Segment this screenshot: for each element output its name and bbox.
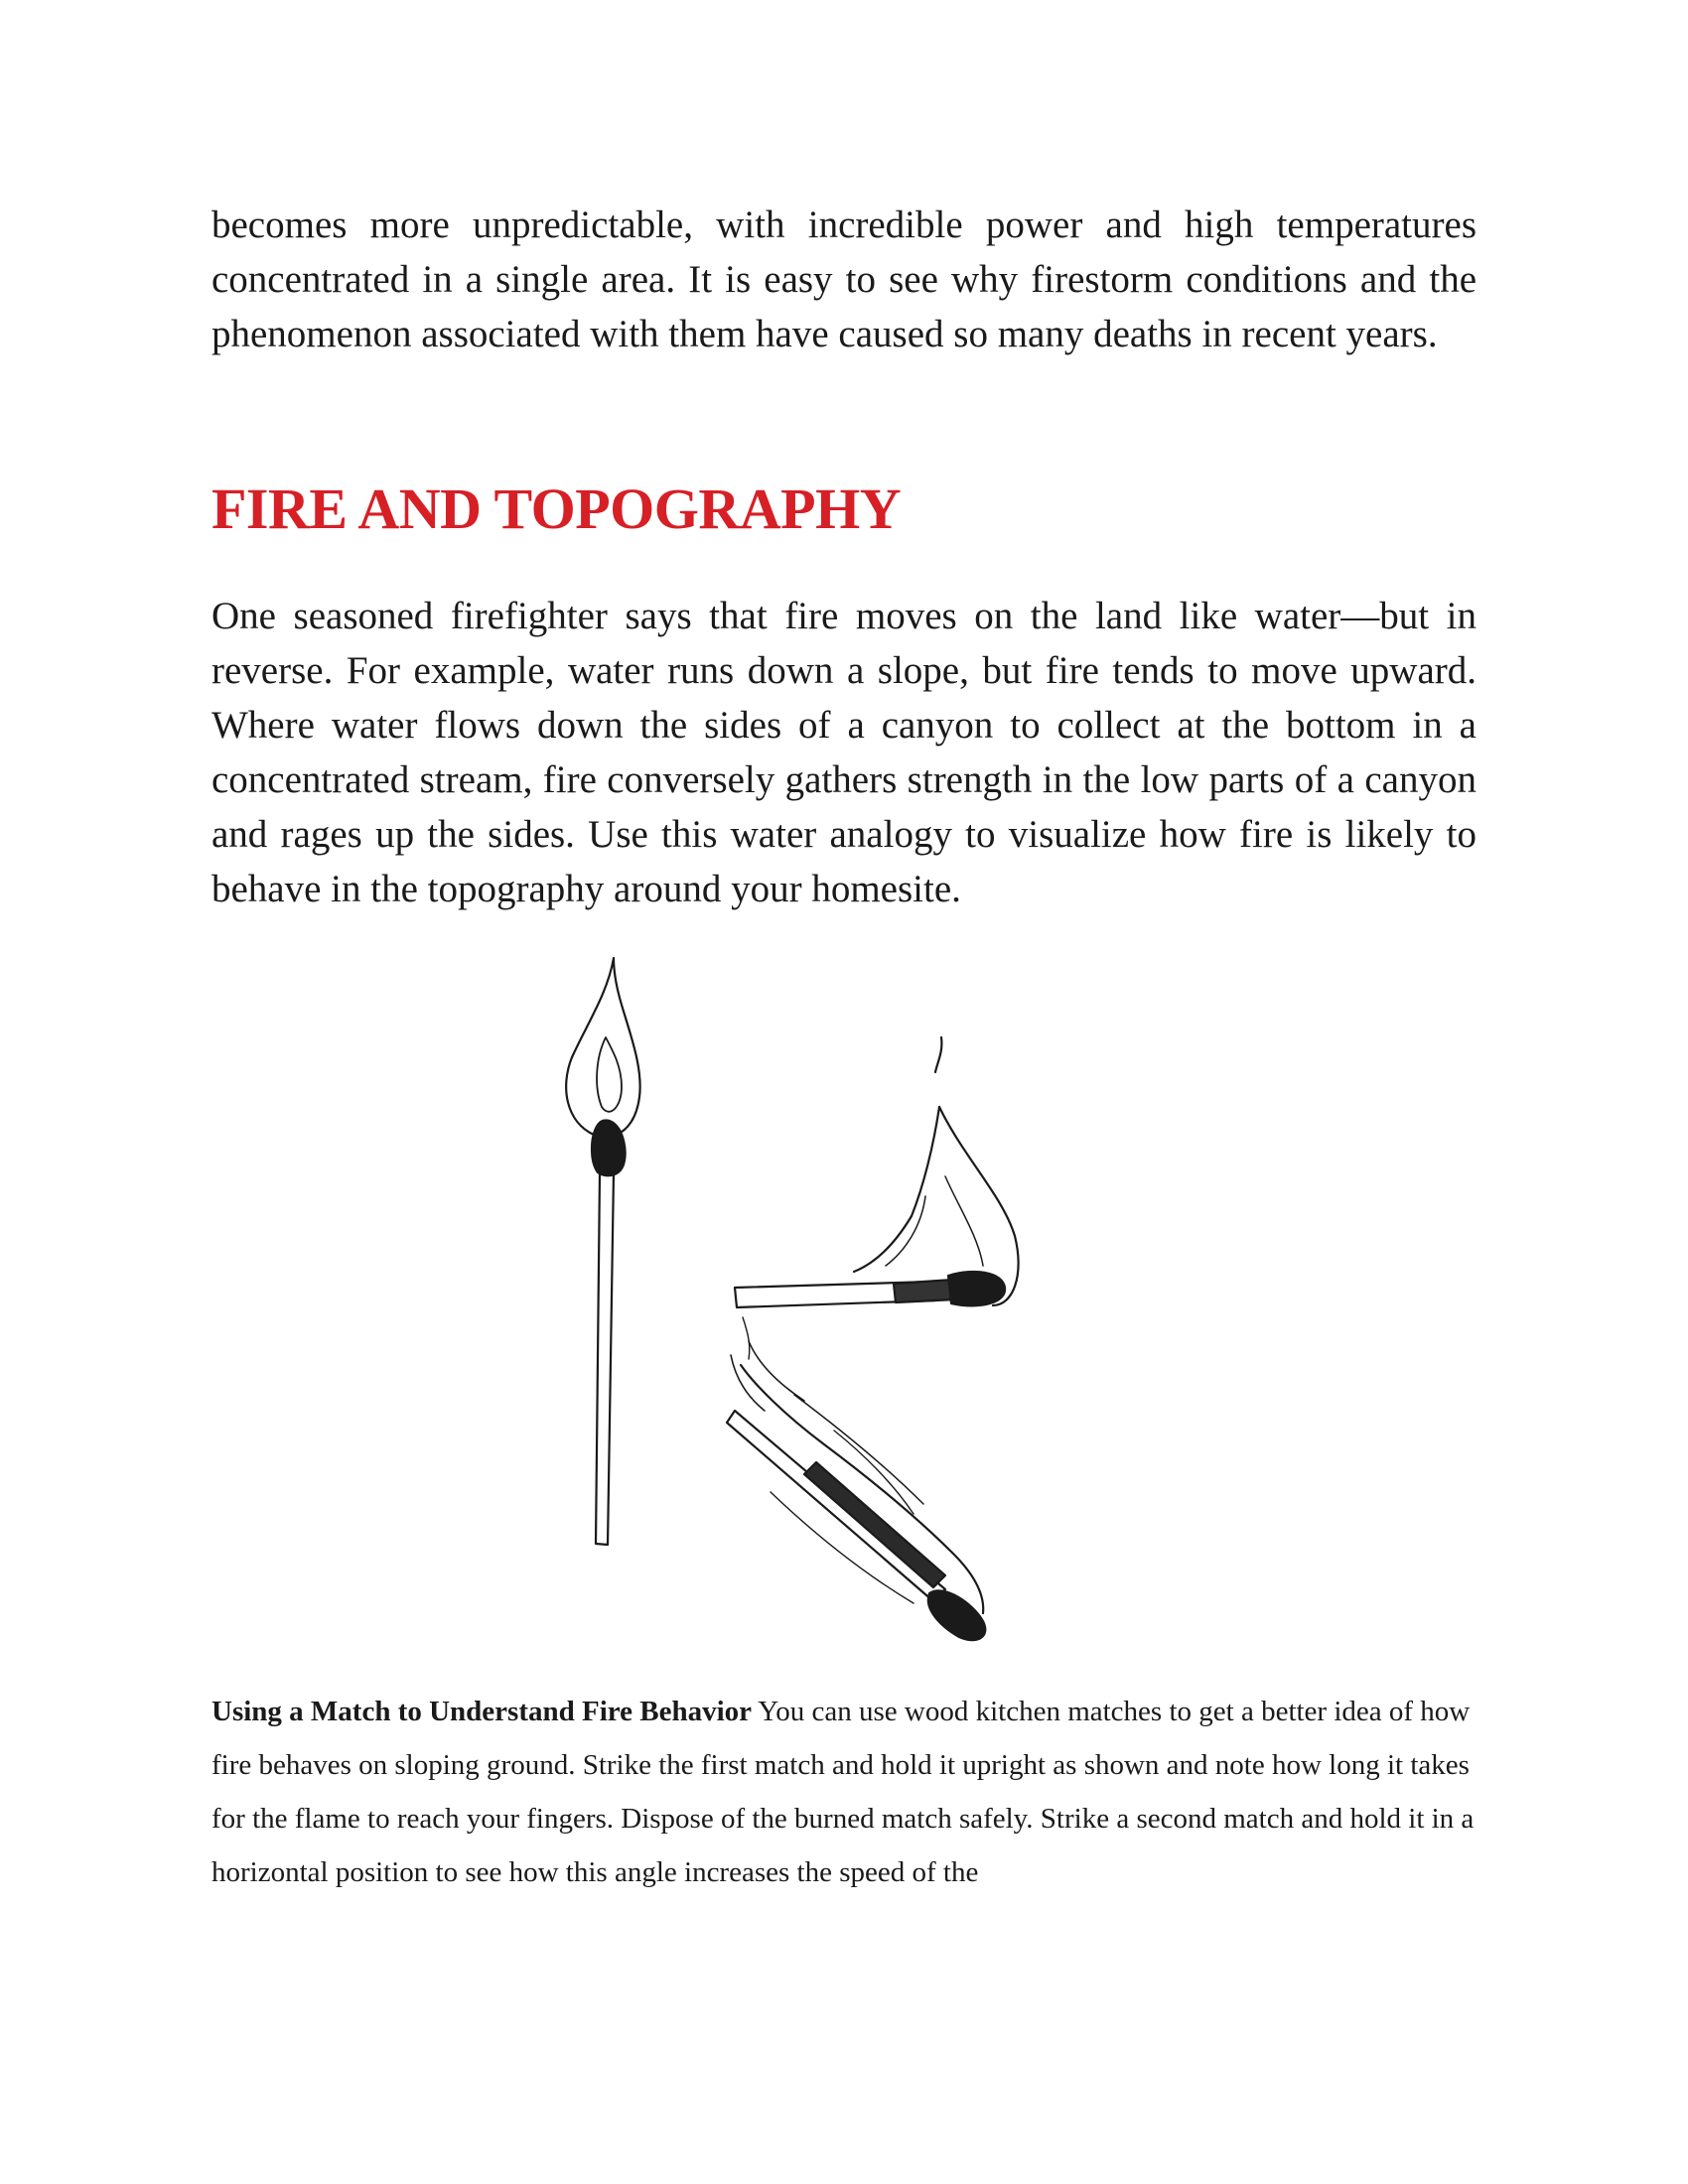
caption-text: You can use wood kitchen matches to get a better idea of how fire behaves on sloping ground. Strike the first match and hold it upright as shown and note how long it takes for the flame to reach your fingers. Dispose of the burned match safely. Strike a second match and hold it in a horizontal position to see how this angle increases the speed of the (211, 1696, 1475, 1888)
caption-title: Using a Match to Understand Fire Behavior (211, 1696, 753, 1727)
body-paragraph-1: becomes more unpredictable, with incredible power and high temperatures concentrated in a single area. It is easy to see why firestorm conditions and the phenomenon associated with them have caused so many deaths in recent years. (211, 204, 1477, 355)
upright-match-icon (566, 958, 639, 1545)
matches-illustration (536, 948, 1152, 1673)
body-paragraph-2: One seasoned firefighter says that fire moves on the land like water—but in reverse. For example, water runs down a slope, but fire tends to move upward. Where water flows down the sides of a canyon to collect at the bottom in a concentrated stream, fire conversely gathers strength in the low parts of a canyon and rages up the sides. Use this water analogy to visualize how fire is likely to behave in the topography around your homesite. (211, 595, 1477, 910)
section-heading: FIRE AND TOPOGRAPHY (211, 477, 902, 541)
slanted-match-icon (727, 1317, 985, 1640)
figure-caption (211, 1685, 1492, 1899)
horizontal-match-icon (735, 1037, 1019, 1307)
